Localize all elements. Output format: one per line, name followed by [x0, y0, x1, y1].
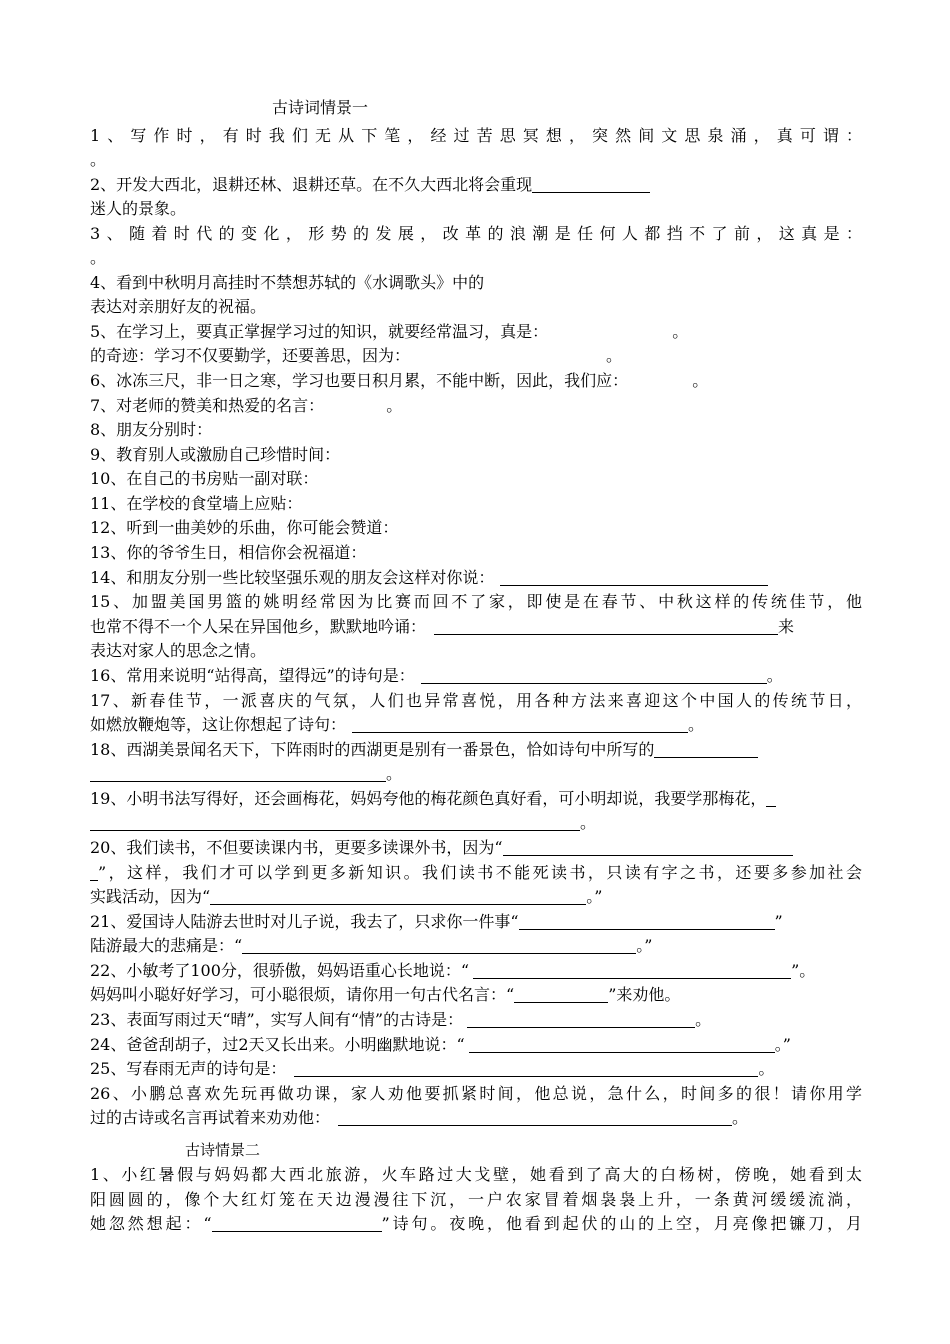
question-18-line: 18、西湖美景闻名天下，下阵雨时的西湖更是别有一番景色，恰如诗句中所写的: [90, 738, 862, 762]
question-4-end: 表达对亲朋好友的祝福。: [90, 297, 267, 316]
question-12-line: 12、听到一曲美妙的乐曲，你可能会赞道：: [90, 518, 399, 537]
answer-blank[interactable]: [338, 1107, 732, 1126]
question-9-line: 9、教育别人或激励自己珍惜时间：: [90, 445, 341, 464]
answer-blank[interactable]: [434, 616, 778, 635]
question-26-line-2: 过的古诗或名言再试着来劝劝他： 。: [90, 1108, 749, 1127]
question-8-line: 8、朋友分别时：: [90, 420, 213, 439]
scene2-question-1-line: 1、小红暑假与妈妈都大西北旅游，火车路过大戈壁，她看到了高大的白杨树，傍晚，她看到太: [90, 1165, 862, 1184]
answer-blank[interactable]: [766, 788, 776, 807]
question-22-line-2: 妈妈叫小聪好好学习，可小聪很烦，请你用一句古代名言：“ ”来劝他。: [90, 985, 681, 1004]
question-20-line-3: 实践活动，因为“ 。”: [90, 887, 603, 906]
question-24-line: 24、爸爸刮胡子，过2天又长出来。小明幽默地说：“ 。”: [90, 1035, 791, 1054]
answer-blank[interactable]: [90, 812, 580, 831]
question-15-end: 表达对家人的思念之情。: [90, 641, 267, 660]
answer-blank[interactable]: [500, 567, 768, 586]
question-22-line: 22、小敏考了100分，很骄傲，妈妈语重心长地说：“ ”。: [90, 961, 816, 980]
question-13-line: 13、你的爷爷生日，相信你会祝福道：: [90, 543, 367, 562]
question-3-end: 。: [90, 248, 107, 267]
question-19-line: 19、小明书法写得好，还会画梅花，妈妈夸他的梅花颜色真好看，可小明却说，我要学那梅花，: [90, 787, 862, 811]
answer-blank[interactable]: [212, 1213, 382, 1232]
question-26-line: 26、小鹏总喜欢先玩再做功课，家人劝他要抓紧时间，他总说，急什么，时间多的很！请你用学: [90, 1084, 862, 1103]
answer-blank[interactable]: [467, 1009, 695, 1028]
answer-blank[interactable]: [421, 665, 767, 684]
question-21-line-2: 陆游最大的悲痛是：“ 。”: [90, 936, 653, 955]
answer-blank[interactable]: [294, 1058, 758, 1077]
scene2-question-1-line-3: 她忽然想起：“ ”诗句。夜晚，他看到起伏的山的上空，月亮像把镰刀，月: [90, 1214, 862, 1233]
section-title-2: 古诗情景二: [185, 1141, 261, 1159]
question-17-line-2: 如燃放鞭炮等，这让你想起了诗句： 。: [90, 715, 705, 734]
question-20-line: 20、我们读书，不但要读课内书，更要多读课外书，因为“: [90, 836, 862, 860]
answer-blank[interactable]: [469, 1034, 775, 1053]
question-5-line-2: 的奇迹：学习不仅要勤学，还要善思，因为： 。: [90, 346, 623, 365]
section-title-1: 古诗词情景一: [272, 98, 369, 117]
question-18-line-2: 。: [90, 762, 862, 786]
scene2-question-1-line-2: 阳圆圆的，像个大红灯笼在天边漫漫往下沉，一户农家冒着烟袅袅上升，一条黄河缓缓流淌，: [90, 1190, 862, 1209]
question-23-line: 23、表面写雨过天“晴”，实写人间有“情”的古诗是： 。: [90, 1010, 712, 1029]
question-17-line: 17、新春佳节，一派喜庆的气氛，人们也异常喜悦，用各种方法来喜迎这个中国人的传统节日，: [90, 691, 862, 710]
answer-blank[interactable]: [90, 763, 386, 782]
answer-blank[interactable]: [210, 886, 586, 905]
question-21-line: 21、爱国诗人陆游去世时对儿子说，我去了，只求你一件事“ ”: [90, 912, 783, 931]
question-4-line: 4、看到中秋明月高挂时不禁想苏轼的《水调歌头》中的: [90, 273, 485, 292]
question-15-line-2: 也常不得不一个人呆在异国他乡，默默地吟诵： 来: [90, 617, 795, 636]
answer-blank[interactable]: [473, 960, 791, 979]
answer-blank[interactable]: [352, 714, 688, 733]
question-3-line: 3、随着时代的变化，形势的发展，改革的浪潮是任何人都挡不了前，这真是：: [90, 224, 862, 243]
question-11-line: 11、在学校的食堂墙上应贴：: [90, 494, 303, 513]
question-7-line: 7、对老师的赞美和热爱的名言： 。: [90, 396, 403, 415]
question-1-end: 。: [90, 150, 107, 169]
answer-blank[interactable]: [654, 739, 758, 758]
answer-blank[interactable]: [503, 837, 793, 856]
answer-blank[interactable]: [514, 984, 608, 1003]
question-20-line-2: ”，这样，我们才可以学到更多新知识。我们读书不能死读书，只读有字之书，还要多参加社会: [90, 861, 862, 885]
question-15-line: 15、加盟美国男篮的姚明经常因为比赛而回不了家，即使是在春节、中秋这样的传统佳节，他: [90, 592, 862, 611]
answer-blank[interactable]: [90, 862, 98, 881]
question-25-line: 25、写春雨无声的诗句是： 。: [90, 1059, 775, 1078]
question-2-end: 迷人的景象。: [90, 199, 187, 218]
question-14-line: 14、和朋友分别一些比较坚强乐观的朋友会这样对你说：: [90, 566, 862, 590]
answer-blank[interactable]: [242, 935, 636, 954]
question-6-line: 6、冰冻三尺，非一日之寒，学习也要日积月累，不能中断，因此，我们应： 。: [90, 371, 709, 390]
question-1-line: 1、写作时，有时我们无从下笔，经过苦思冥想，突然间文思泉涌，真可谓：: [90, 126, 862, 145]
answer-blank[interactable]: [532, 174, 650, 193]
question-10-line: 10、在自己的书房贴一副对联：: [90, 469, 319, 488]
question-5-line: 5、在学习上，要真正掌握学习过的知识，就要经常温习，真是： 。: [90, 322, 689, 341]
question-16-line: 16、常用来说明“站得高，望得远”的诗句是： 。: [90, 666, 783, 685]
question-2-line: 2、开发大西北，退耕还林、退耕还草。在不久大西北将会重现: [90, 173, 862, 197]
answer-blank[interactable]: [519, 911, 775, 930]
question-19-line-2: 。: [90, 811, 862, 835]
